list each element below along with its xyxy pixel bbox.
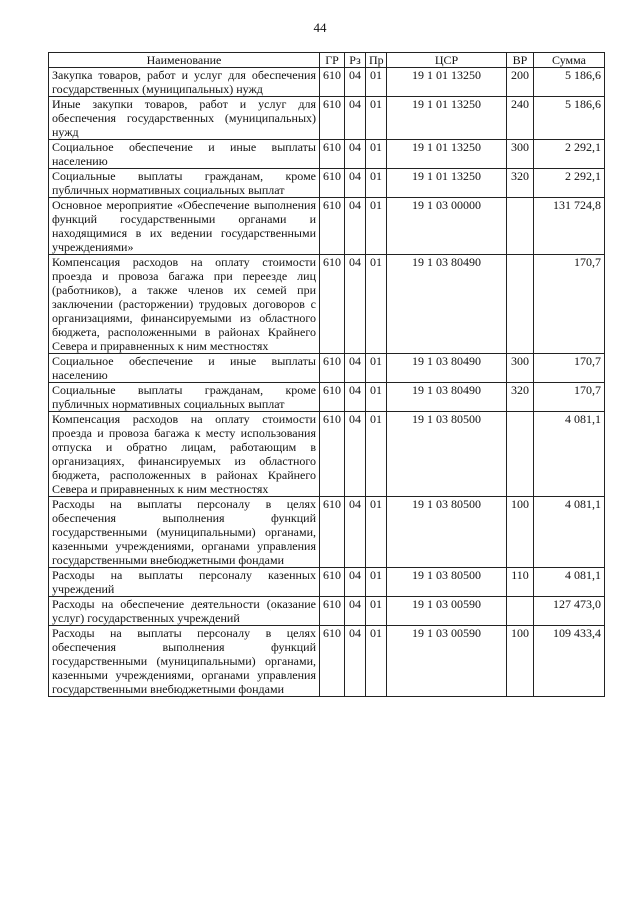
header-vr: ВР xyxy=(507,53,534,68)
cell-rz: 04 xyxy=(345,255,366,354)
cell-vr: 300 xyxy=(507,140,534,169)
cell-vr: 110 xyxy=(507,568,534,597)
cell-gr: 610 xyxy=(320,68,345,97)
header-pr: Пр xyxy=(366,53,387,68)
cell-pr: 01 xyxy=(366,140,387,169)
cell-name: Компенсация расходов на оплату стоимости проезда и провоза багажа при переезде лиц (работников), а также членов их семей при заключении (расторжении) трудовых договоров с организациями, финансируемыми из областного бюджета, расположенными в районах Крайнего Севера и приравненных к ним местностях xyxy=(49,255,320,354)
cell-pr: 01 xyxy=(366,68,387,97)
table-row xyxy=(49,383,605,412)
cell-sum: 2 292,1 xyxy=(534,169,605,198)
cell-name: Расходы на выплаты персоналу казенных учреждений xyxy=(49,568,320,597)
cell-csr: 19 1 01 13250 xyxy=(387,140,507,169)
cell-name: Расходы на выплаты персоналу в целях обеспечения выполнения функций государственными (муниципальными) органами, казенными учреждениями, органами управления государственными внебюджетными фондами xyxy=(49,626,320,697)
cell-name: Закупка товаров, работ и услуг для обеспечения государственных (муниципальных) нужд xyxy=(49,68,320,97)
table-row xyxy=(49,497,605,568)
table-row xyxy=(49,597,605,626)
cell-rz: 04 xyxy=(345,383,366,412)
cell-csr: 19 1 03 80500 xyxy=(387,568,507,597)
cell-pr: 01 xyxy=(366,97,387,140)
cell-sum: 2 292,1 xyxy=(534,140,605,169)
header-gr: ГР xyxy=(320,53,345,68)
cell-vr xyxy=(507,597,534,626)
cell-vr: 240 xyxy=(507,97,534,140)
cell-gr: 610 xyxy=(320,383,345,412)
cell-pr: 01 xyxy=(366,255,387,354)
cell-gr: 610 xyxy=(320,354,345,383)
cell-pr: 01 xyxy=(366,412,387,497)
cell-sum: 5 186,6 xyxy=(534,68,605,97)
budget-table xyxy=(48,52,605,697)
cell-name: Основное мероприятие «Обеспечение выполнения функций государственными органами и находящимися в их ведении государственными учреждениями» xyxy=(49,198,320,255)
header-sum: Сумма xyxy=(534,53,605,68)
cell-gr: 610 xyxy=(320,140,345,169)
cell-name: Иные закупки товаров, работ и услуг для обеспечения государственных (муниципальных) нужд xyxy=(49,97,320,140)
cell-rz: 04 xyxy=(345,626,366,697)
cell-sum: 170,7 xyxy=(534,383,605,412)
table-row xyxy=(49,626,605,697)
cell-name: Социальные выплаты гражданам, кроме публичных нормативных социальных выплат xyxy=(49,383,320,412)
cell-gr: 610 xyxy=(320,626,345,697)
cell-rz: 04 xyxy=(345,497,366,568)
cell-vr xyxy=(507,412,534,497)
header-name: Наименование xyxy=(49,53,320,68)
cell-name: Расходы на обеспечение деятельности (оказание услуг) государственных учреждений xyxy=(49,597,320,626)
cell-vr xyxy=(507,255,534,354)
cell-pr: 01 xyxy=(366,198,387,255)
cell-csr: 19 1 03 00590 xyxy=(387,597,507,626)
table-row xyxy=(49,68,605,97)
cell-pr: 01 xyxy=(366,383,387,412)
cell-csr: 19 1 03 00590 xyxy=(387,626,507,697)
cell-pr: 01 xyxy=(366,626,387,697)
cell-gr: 610 xyxy=(320,597,345,626)
table-row xyxy=(49,198,605,255)
cell-gr: 610 xyxy=(320,97,345,140)
cell-gr: 610 xyxy=(320,497,345,568)
cell-rz: 04 xyxy=(345,68,366,97)
cell-csr: 19 1 03 80500 xyxy=(387,497,507,568)
cell-rz: 04 xyxy=(345,140,366,169)
page-number: 44 xyxy=(313,20,327,35)
cell-pr: 01 xyxy=(366,354,387,383)
cell-name: Социальное обеспечение и иные выплаты населению xyxy=(49,140,320,169)
table-row xyxy=(49,412,605,497)
cell-vr: 200 xyxy=(507,68,534,97)
cell-sum: 4 081,1 xyxy=(534,412,605,497)
cell-rz: 04 xyxy=(345,97,366,140)
cell-pr: 01 xyxy=(366,497,387,568)
cell-csr: 19 1 03 00000 xyxy=(387,198,507,255)
cell-pr: 01 xyxy=(366,568,387,597)
cell-rz: 04 xyxy=(345,597,366,626)
header-rz: Рз xyxy=(345,53,366,68)
cell-vr xyxy=(507,198,534,255)
table-row xyxy=(49,140,605,169)
cell-rz: 04 xyxy=(345,198,366,255)
cell-vr: 320 xyxy=(507,383,534,412)
cell-vr: 100 xyxy=(507,497,534,568)
table-row xyxy=(49,354,605,383)
cell-sum: 4 081,1 xyxy=(534,497,605,568)
cell-name: Расходы на выплаты персоналу в целях обеспечения выполнения функций государственными (муниципальными) органами, казенными учреждениями, органами управления государственными внебюджетными фондами xyxy=(49,497,320,568)
cell-csr: 19 1 03 80490 xyxy=(387,255,507,354)
cell-rz: 04 xyxy=(345,354,366,383)
cell-csr: 19 1 03 80490 xyxy=(387,354,507,383)
cell-csr: 19 1 01 13250 xyxy=(387,68,507,97)
table-row xyxy=(49,255,605,354)
table-header-row xyxy=(49,53,605,68)
cell-vr: 100 xyxy=(507,626,534,697)
cell-sum: 170,7 xyxy=(534,255,605,354)
cell-name: Социальные выплаты гражданам, кроме публичных нормативных социальных выплат xyxy=(49,169,320,198)
cell-gr: 610 xyxy=(320,169,345,198)
cell-sum: 5 186,6 xyxy=(534,97,605,140)
cell-sum: 170,7 xyxy=(534,354,605,383)
cell-csr: 19 1 03 80500 xyxy=(387,412,507,497)
cell-gr: 610 xyxy=(320,255,345,354)
cell-rz: 04 xyxy=(345,169,366,198)
cell-pr: 01 xyxy=(366,597,387,626)
table-body xyxy=(49,68,605,697)
table-row xyxy=(49,169,605,198)
cell-csr: 19 1 01 13250 xyxy=(387,169,507,198)
cell-sum: 4 081,1 xyxy=(534,568,605,597)
cell-csr: 19 1 03 80490 xyxy=(387,383,507,412)
cell-rz: 04 xyxy=(345,412,366,497)
cell-sum: 109 433,4 xyxy=(534,626,605,697)
cell-gr: 610 xyxy=(320,412,345,497)
cell-name: Социальное обеспечение и иные выплаты населению xyxy=(49,354,320,383)
cell-sum: 131 724,8 xyxy=(534,198,605,255)
cell-gr: 610 xyxy=(320,568,345,597)
cell-gr: 610 xyxy=(320,198,345,255)
cell-vr: 300 xyxy=(507,354,534,383)
table-row xyxy=(49,97,605,140)
table-row xyxy=(49,568,605,597)
cell-sum: 127 473,0 xyxy=(534,597,605,626)
cell-vr: 320 xyxy=(507,169,534,198)
header-csr: ЦСР xyxy=(387,53,507,68)
cell-rz: 04 xyxy=(345,568,366,597)
cell-name: Компенсация расходов на оплату стоимости проезда и провоза багажа к месту использования отпуска и обратно лицам, работающим в организациях, финансируемых из областного бюджета, расположенных в районах Крайнего Севера и приравненных к ним местностях xyxy=(49,412,320,497)
cell-csr: 19 1 01 13250 xyxy=(387,97,507,140)
cell-pr: 01 xyxy=(366,169,387,198)
